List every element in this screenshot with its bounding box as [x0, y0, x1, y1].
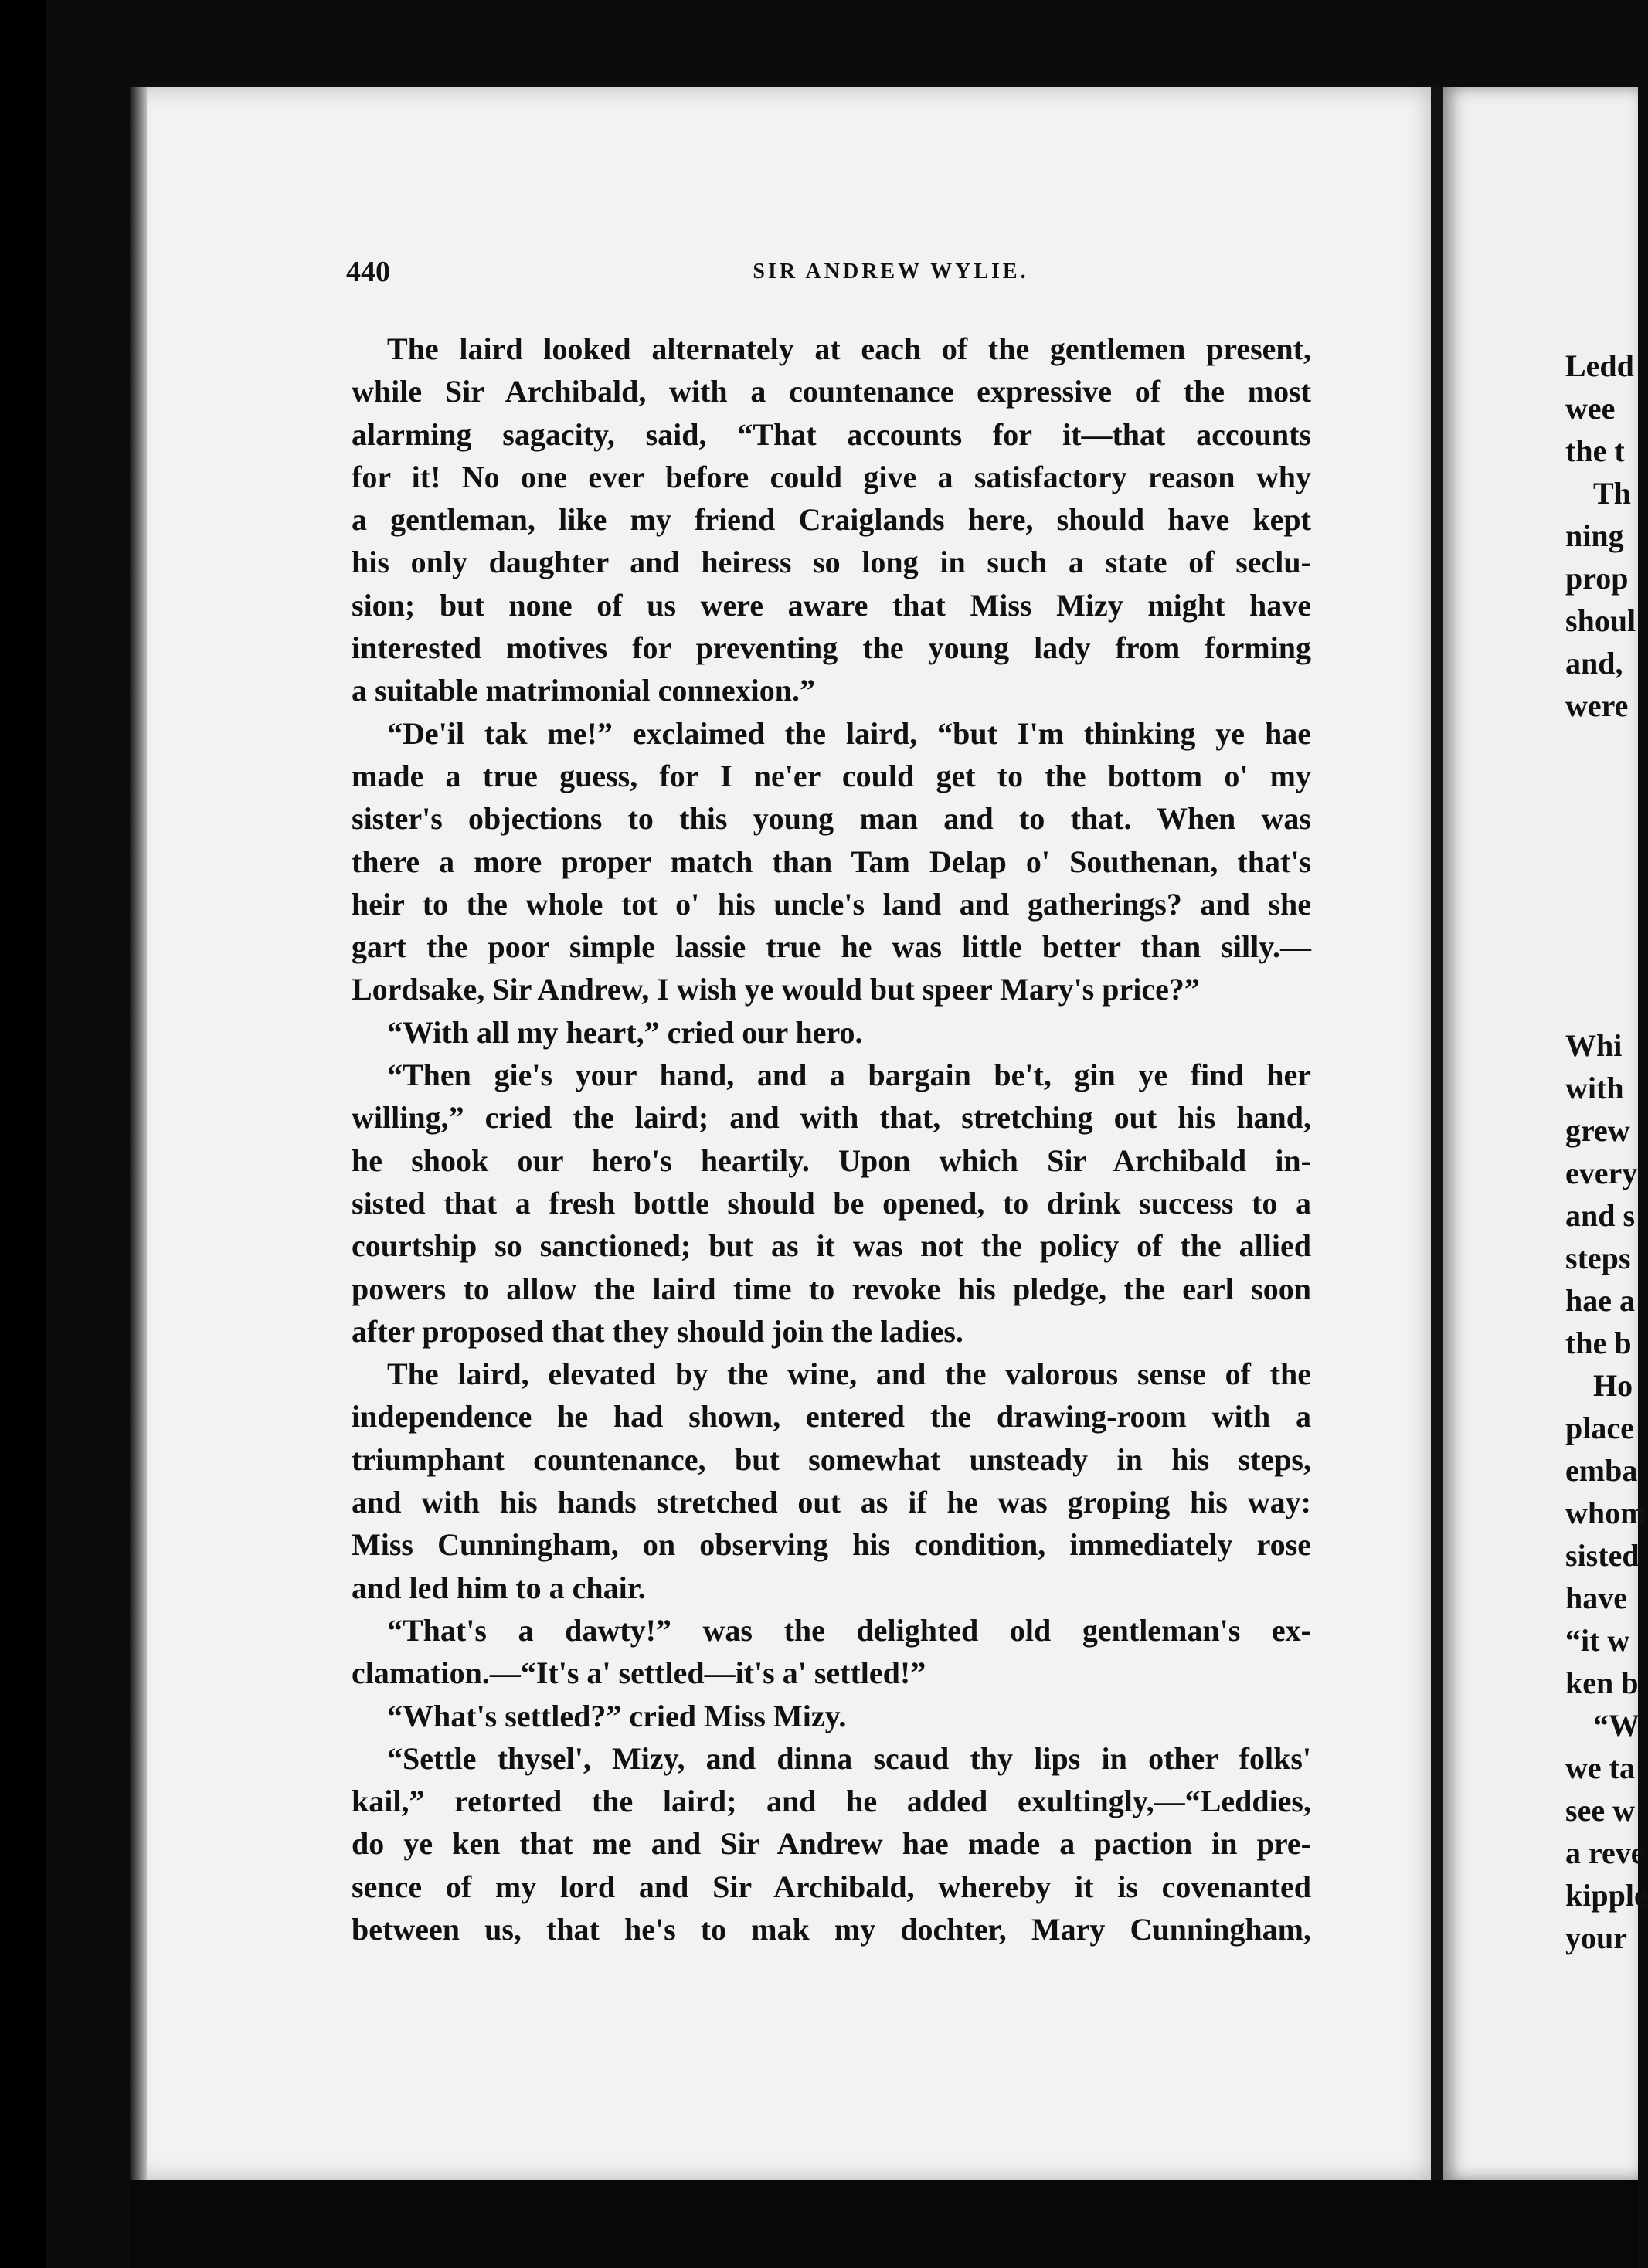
text-line: heir to the whole tot o' his uncle's land and gatherings? and she — [352, 886, 1311, 922]
text-line: there a more proper match than Tam Delap o' Southenan, that's — [352, 844, 1311, 879]
text-line: do ye ken that me and Sir Andrew hae made a paction in pre- — [352, 1826, 1311, 1862]
right-fragment: emba — [1565, 1453, 1638, 1488]
page-header — [346, 255, 1312, 301]
text-line: “That's a dawty!” was the delighted old gentleman's ex- — [387, 1612, 1311, 1648]
right-fragment: and s — [1565, 1198, 1636, 1233]
page-number: 440 — [346, 256, 390, 288]
text-line: sence of my lord and Sir Archibald, whereby it is covenanted — [352, 1869, 1311, 1904]
text-line: while Sir Archibald, with a countenance expressive of the most — [352, 374, 1311, 409]
right-fragment: Th — [1593, 476, 1631, 511]
right-fragment: your — [1565, 1920, 1627, 1955]
right-fragment: see w — [1565, 1793, 1635, 1828]
right-fragment: “W — [1593, 1708, 1640, 1743]
text-line: “With all my heart,” cried our hero. — [387, 1014, 863, 1050]
text-line: independence he had shown, entered the drawing-room with a — [352, 1399, 1311, 1434]
right-fragment: Ledd — [1565, 348, 1634, 383]
right-fragment: place — [1565, 1411, 1634, 1445]
right-fragment: kipple — [1565, 1878, 1648, 1913]
right-fragment: with — [1565, 1071, 1624, 1105]
text-line: and led him to a chair. — [352, 1570, 646, 1605]
right-fragment: sisted — [1565, 1538, 1640, 1573]
right-page-text — [1565, 0, 1648, 2268]
right-fragment: grew — [1565, 1113, 1630, 1148]
right-fragment: every — [1565, 1156, 1638, 1190]
text-line: his only daughter and heiress so long in such a state of seclu- — [352, 545, 1311, 580]
text-line: clamation.—“It's a' settled—it's a' settled!” — [352, 1655, 926, 1691]
right-fragment: and, — [1565, 646, 1623, 681]
text-line: sion; but none of us were aware that Miss Mizy might have — [352, 587, 1311, 623]
text-line: for it! No one ever before could give a satisfactory reason why — [352, 459, 1311, 494]
text-line: he shook our hero's heartily. Upon which Sir Archibald in- — [352, 1142, 1311, 1178]
right-fragment: ning — [1565, 518, 1624, 553]
text-line: “De'il tak me!” exclaimed the laird, “but I'm thinking ye hae — [387, 715, 1311, 751]
text-line: “What's settled?” cried Miss Mizy. — [387, 1698, 847, 1733]
text-line: “Then gie's your hand, and a bargain be't, gin ye find her — [387, 1058, 1311, 1093]
text-line: Lordsake, Sir Andrew, I wish ye would but speer Mary's price?” — [352, 972, 1200, 1007]
right-fragment: shoul — [1565, 603, 1636, 638]
text-line: alarming sagacity, said, “That accounts for it—that accounts — [352, 416, 1311, 452]
text-line: The laird looked alternately at each of the gentlemen present, — [387, 331, 1311, 366]
right-fragment: “it w — [1565, 1623, 1630, 1658]
right-fragment: Ho — [1593, 1368, 1633, 1403]
text-line: powers to allow the laird time to revoke his pledge, the earl soon — [352, 1271, 1311, 1306]
left-page-text — [352, 328, 1311, 1951]
text-line: between us, that he's to mak my dochter, Mary Cunningham, — [352, 1911, 1311, 1947]
right-fragment: Whi — [1565, 1028, 1623, 1063]
text-line: Miss Cunningham, on observing his condition, immediately rose — [352, 1527, 1311, 1563]
text-line: interested motives for preventing the young lady from forming — [352, 630, 1311, 666]
right-fragment: were — [1565, 688, 1629, 723]
text-line: courtship so sanctioned; but as it was not the policy of the allied — [352, 1228, 1311, 1264]
right-fragment: we ta — [1565, 1750, 1635, 1785]
right-fragment: the t — [1565, 433, 1625, 468]
text-line: “Settle thysel', Mizy, and dinna scaud thy lips in other folks' — [387, 1740, 1311, 1776]
right-fragment: ken b — [1565, 1665, 1639, 1700]
right-fragment: the b — [1565, 1326, 1632, 1360]
text-line: made a true guess, for I ne'er could get to the bottom o' my — [352, 758, 1311, 793]
text-line: gart the poor simple lassie true he was little better than silly.— — [352, 929, 1311, 965]
right-fragment: steps — [1565, 1241, 1631, 1275]
text-line: triumphant countenance, but somewhat unsteady in his steps, — [352, 1441, 1311, 1477]
text-line: after proposed that they should join the ladies. — [352, 1313, 963, 1349]
text-line: sisted that a fresh bottle should be opened, to drink success to a — [352, 1185, 1311, 1221]
right-fragment: have — [1565, 1580, 1627, 1615]
left-page-binding-edge — [130, 87, 147, 2180]
text-line: and with his hands stretched out as if he was groping his way: — [352, 1485, 1311, 1520]
right-fragment: prop — [1565, 561, 1629, 596]
text-line: a suitable matrimonial connexion.” — [352, 673, 816, 708]
running-head: SIR ANDREW WYLIE. — [753, 260, 1029, 284]
text-line: willing,” cried the laird; and with that, stretching out his hand, — [352, 1100, 1311, 1136]
right-fragment: a reve — [1565, 1835, 1645, 1870]
text-line: a gentleman, like my friend Craiglands here, should have kept — [352, 502, 1311, 538]
right-fragment: wee — [1565, 391, 1616, 426]
text-line: The laird, elevated by the wine, and the valorous sense of the — [387, 1356, 1311, 1392]
right-fragment: whom — [1565, 1496, 1646, 1530]
text-line: sister's objections to this young man and to that. When was — [352, 801, 1311, 837]
right-fragment: hae a — [1565, 1283, 1635, 1318]
text-line: kail,” retorted the laird; and he added exultingly,—“Leddies, — [352, 1784, 1311, 1819]
